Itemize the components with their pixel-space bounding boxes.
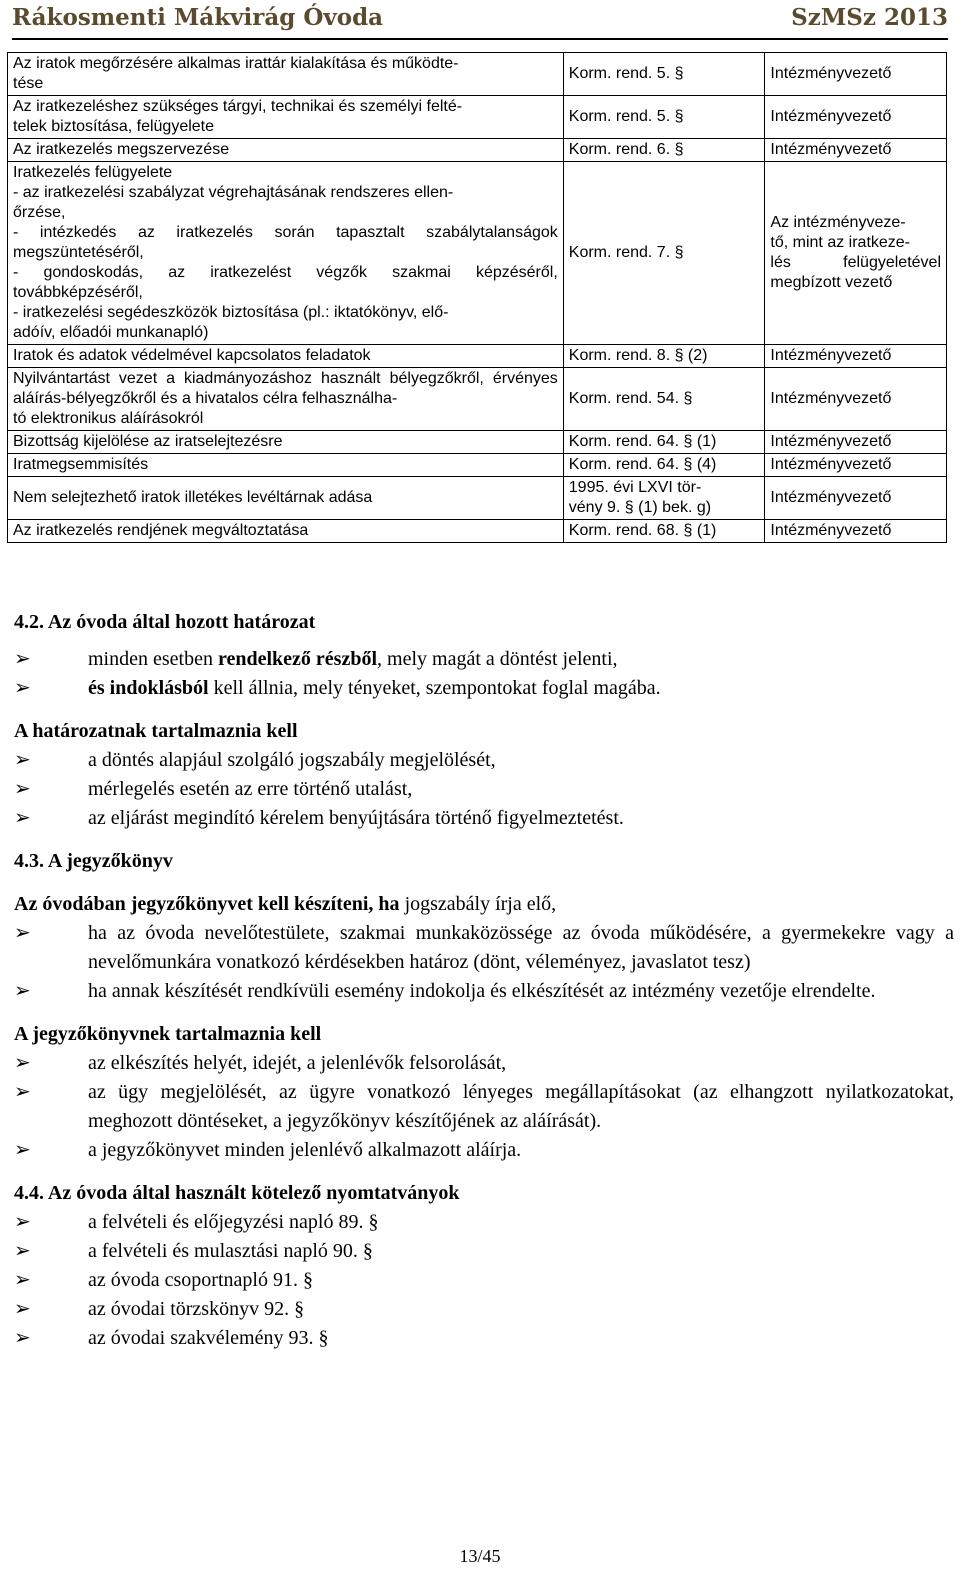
arrow-bullet-icon: ➢ — [14, 807, 31, 829]
decision-contents-list — [14, 746, 954, 833]
arrow-bullet-icon: ➢ — [14, 677, 31, 699]
document-body — [14, 600, 954, 1353]
list-item: ➢ az óvoda csoportnapló 91. § — [14, 1266, 954, 1295]
table-row — [8, 345, 947, 368]
list-item: ➢ ha annak készítését rendkívüli esemény indokolja és elkészítését az intézmény vezetője elrendelte. — [14, 977, 954, 1006]
table-cell-c1: Iratmegsemmisítés — [8, 454, 564, 477]
table-row — [8, 454, 947, 477]
arrow-bullet-icon: ➢ — [14, 1269, 31, 1291]
table-row — [8, 162, 947, 345]
table-cell-c1: Nem selejtezhető iratok illetékes levéltárnak adása — [8, 477, 564, 520]
list-item: ➢ a felvételi és mulasztási napló 90. § — [14, 1237, 954, 1266]
arrow-bullet-icon: ➢ — [14, 1052, 31, 1074]
page-header — [12, 0, 948, 40]
document-code: SzMSz 2013 — [791, 4, 948, 31]
table-row — [8, 53, 947, 96]
table-cell-c1: Az iratkezelés rendjének megváltoztatása — [8, 520, 564, 543]
list-item: ➢ mérlegelés esetén az erre történő utalást, — [14, 775, 954, 804]
table-cell-c1: Az iratok megőrzésére alkalmas irattár kialakítása és működte- tése — [8, 53, 564, 96]
table-cell-c3: Intézményvezető — [765, 345, 947, 368]
arrow-bullet-icon: ➢ — [14, 778, 31, 800]
table-cell-c3: Intézményvezető — [765, 520, 947, 543]
table-cell-c1: Nyilvántartást vezet a kiadmányozáshoz használt bélyegzőkről, érvényes aláírás-bélyegzőkről és a hivatalos célra felhasználha- tó elektronikus aláírásokról — [8, 368, 564, 431]
table-cell-c2: Korm. rend. 7. § — [563, 162, 765, 345]
table-row — [8, 477, 947, 520]
table-cell-c2: Korm. rend. 54. § — [563, 368, 765, 431]
table-cell-c3: Intézményvezető — [765, 96, 947, 139]
table-cell-c2: Korm. rend. 5. § — [563, 53, 765, 96]
list-item: ➢ minden esetben rendelkező részből, mely magát a döntést jelenti, — [14, 645, 954, 674]
list-item: ➢ az eljárást megindító kérelem benyújtására történő figyelmeztetést. — [14, 804, 954, 833]
decision-contents-title: A határozatnak tartalmaznia kell — [14, 720, 298, 742]
table-row — [8, 368, 947, 431]
list-item: ➢ az óvodai törzskönyv 92. § — [14, 1295, 954, 1324]
table-cell-c3: Az intézményveze- tő, mint az iratkeze- lés felügyeletével megbízott vezető — [765, 162, 947, 345]
table-cell-c2: Korm. rend. 64. § (4) — [563, 454, 765, 477]
table-cell-c1: Az iratkezelés megszervezése — [8, 139, 564, 162]
school-name: Rákosmenti Mákvirág Óvoda — [12, 4, 384, 31]
table-cell-c2: Korm. rend. 68. § (1) — [563, 520, 765, 543]
responsibility-table — [7, 52, 947, 543]
arrow-bullet-icon: ➢ — [14, 1298, 31, 1320]
arrow-bullet-icon: ➢ — [14, 1211, 31, 1233]
list-item: ➢ az óvodai szakvélemény 93. § — [14, 1324, 954, 1353]
arrow-bullet-icon: ➢ — [14, 980, 31, 1002]
table-row — [8, 139, 947, 162]
minutes-contents-title: A jegyzőkönyvnek tartalmaznia kell — [14, 1023, 322, 1045]
table-cell-c3: Intézményvezető — [765, 431, 947, 454]
minutes-cases-list — [14, 919, 954, 1006]
table-row — [8, 431, 947, 454]
arrow-bullet-icon: ➢ — [14, 922, 31, 944]
mandatory-forms-list — [14, 1208, 954, 1353]
table-cell-c2: 1995. évi LXVI tör- vény 9. § (1) bek. g) — [563, 477, 765, 520]
minutes-intro: Az óvodában jegyzőkönyvet kell készíteni, ha jogszabály írja elő, — [14, 893, 557, 915]
table-cell-c1: Bizottság kijelölése az iratselejtezésre — [8, 431, 564, 454]
list-item: ➢ az ügy megjelölését, az ügyre vonatkozó lényeges megállapításokat (az elhangzott nyilatkozatokat, meghozott döntéseket, a jegyzőkönyv készítőjének az aláírását). — [14, 1078, 954, 1136]
list-item: ➢ a felvételi és előjegyzési napló 89. § — [14, 1208, 954, 1237]
arrow-bullet-icon: ➢ — [14, 1240, 31, 1262]
decision-parts-list — [14, 645, 954, 703]
table-row — [8, 520, 947, 543]
table-cell-c3: Intézményvezető — [765, 368, 947, 431]
table-cell-c3: Intézményvezető — [765, 139, 947, 162]
table-cell-c2: Korm. rend. 6. § — [563, 139, 765, 162]
table-cell-c2: Korm. rend. 5. § — [563, 96, 765, 139]
table-cell-c3: Intézményvezető — [765, 477, 947, 520]
arrow-bullet-icon: ➢ — [14, 648, 31, 670]
section-4-4-heading: 4.4. Az óvoda által használt kötelező nyomtatványok — [14, 1182, 460, 1204]
table-cell-c3: Intézményvezető — [765, 454, 947, 477]
list-item: ➢ az elkészítés helyét, idejét, a jelenlévők felsorolását, — [14, 1049, 954, 1078]
table-cell-c1: Iratkezelés felügyelete - az iratkezelési szabályzat végrehajtásának rendszeres ellen- őrzése, - intézkedés az iratkezelés során tapasztalt szabálytalanságok megszüntetéséről, - gondoskodás, az iratkezelést végzők szakmai képzéséről, továbbképzéséről, - iratkezelési segédeszközök biztosítása (pl.: iktatókönyv, elő- adóív, előadói munkanapló) — [8, 162, 564, 345]
table-cell-c1: Az iratkezeléshez szükséges tárgyi, technikai és személyi felté- telek biztosítása, felügyelete — [8, 96, 564, 139]
arrow-bullet-icon: ➢ — [14, 1327, 31, 1349]
section-4-2-heading: 4.2. Az óvoda által hozott határozat — [14, 611, 316, 633]
arrow-bullet-icon: ➢ — [14, 1139, 31, 1161]
list-item: ➢ a jegyzőkönyvet minden jelenlévő alkalmazott aláírja. — [14, 1136, 954, 1165]
section-4-3-heading: 4.3. A jegyzőkönyv — [14, 850, 173, 872]
table-cell-c2: Korm. rend. 8. § (2) — [563, 345, 765, 368]
table-row — [8, 96, 947, 139]
table-cell-c2: Korm. rend. 64. § (1) — [563, 431, 765, 454]
table-cell-c3: Intézményvezető — [765, 53, 947, 96]
minutes-contents-list — [14, 1049, 954, 1165]
list-item: ➢ és indoklásból kell állnia, mely tényeket, szempontokat foglal magába. — [14, 674, 954, 703]
page-number: 13/45 — [459, 1546, 501, 1566]
arrow-bullet-icon: ➢ — [14, 749, 31, 771]
table-cell-c1: Iratok és adatok védelmével kapcsolatos feladatok — [8, 345, 564, 368]
list-item: ➢ ha az óvoda nevelőtestülete, szakmai munkaközössége az óvoda működésére, a gyermekekre vagy a nevelőmunkára vonatkozó kérdésekben határoz (dönt, véleményez, javaslatot tesz) — [14, 919, 954, 977]
arrow-bullet-icon: ➢ — [14, 1081, 31, 1103]
list-item: ➢ a döntés alapjául szolgáló jogszabály megjelölését, — [14, 746, 954, 775]
